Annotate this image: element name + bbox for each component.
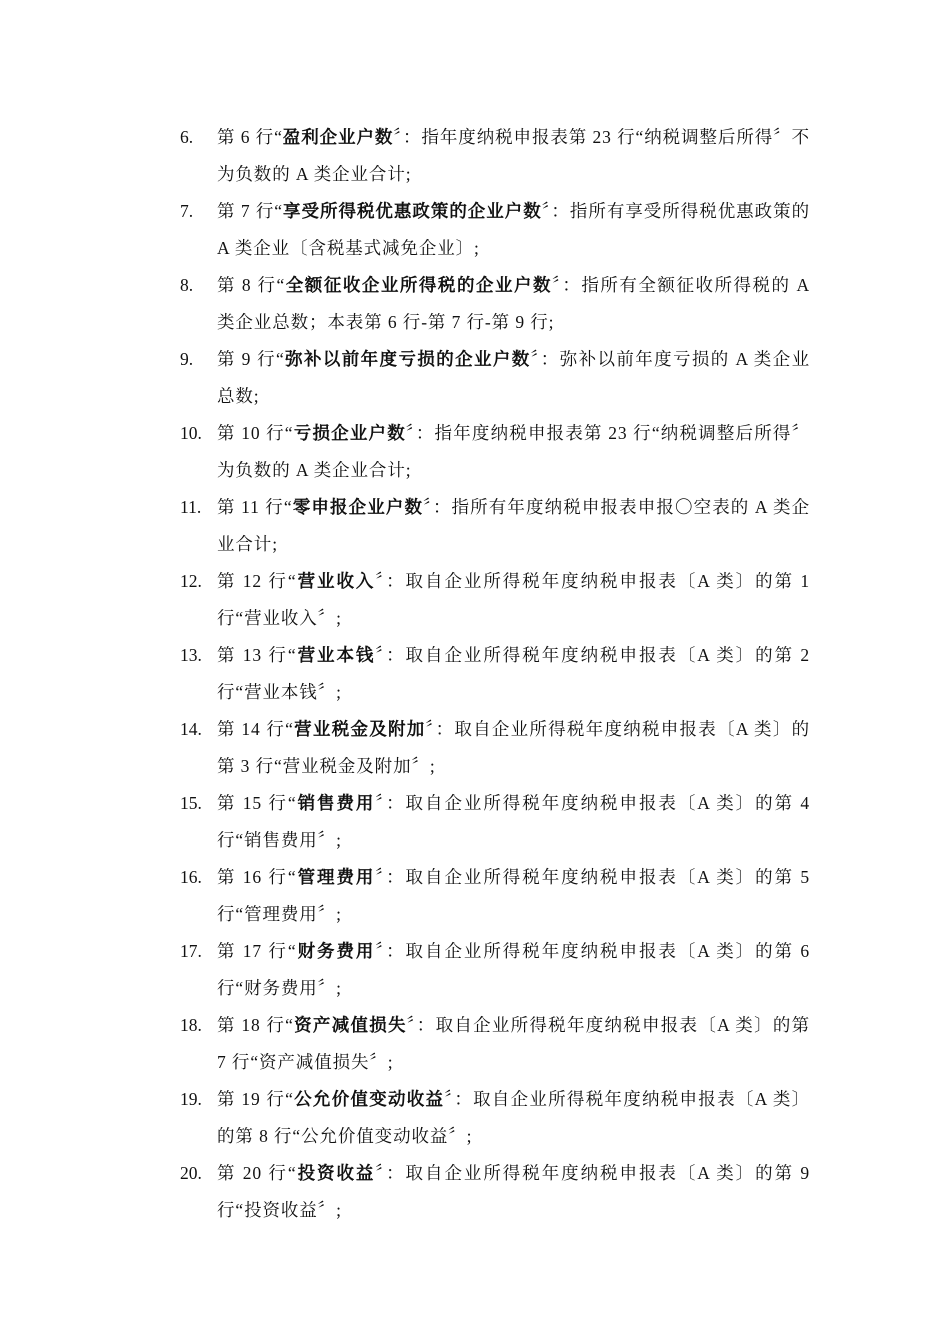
list-item: [180, 193, 810, 267]
item-description: 〞：取自企业所得税年度纳税申报表〔A 类〕的第 7 行“资产减值损失〞;: [217, 1015, 810, 1072]
item-number: 7.: [180, 201, 194, 221]
item-term: 投资收益: [296, 1163, 376, 1183]
list-item: [180, 785, 810, 859]
item-term: 销售费用: [296, 793, 376, 813]
item-description: 〞：取自企业所得税年度纳税申报表〔A 类〕的第 3 行“营业税金及附加〞;: [217, 719, 810, 776]
item-number: 10.: [180, 423, 202, 443]
item-number: 6.: [180, 127, 194, 147]
item-description: 〞：指所有年度纳税申报表申报〇空表的 A 类企业合计;: [217, 497, 810, 554]
definition-list: [180, 119, 810, 1229]
item-number: 19.: [180, 1089, 202, 1109]
list-item: [180, 711, 810, 785]
list-item: [180, 489, 810, 563]
list-item: [180, 415, 810, 489]
item-term: 全额征收企业所得税的企业户数: [285, 275, 553, 295]
list-item: [180, 1081, 810, 1155]
item-prefix: 第 18 行“: [217, 1015, 294, 1035]
item-description: 〞：取自企业所得税年度纳税申报表〔A 类〕的第 8 行“公允价值变动收益〞;: [217, 1089, 810, 1146]
item-prefix: 第 14 行“: [217, 719, 294, 739]
item-prefix: 第 15 行“: [217, 793, 297, 813]
list-item: [180, 637, 810, 711]
item-description: 〞：指年度纳税申报表第 23 行“纳税调整后所得〞不为负数的 A 类企业合计;: [217, 127, 811, 184]
item-description: 〞：弥补以前年度亏损的 A 类企业总数;: [217, 349, 810, 406]
item-number: 17.: [180, 941, 202, 961]
item-prefix: 第 16 行“: [217, 867, 297, 887]
item-number: 9.: [180, 349, 194, 369]
item-prefix: 第 7 行“: [217, 201, 283, 221]
item-prefix: 第 17 行“: [217, 941, 297, 961]
item-term: 弥补以前年度亏损的企业户数: [284, 349, 531, 369]
item-description: 〞：取自企业所得税年度纳税申报表〔A 类〕的第 5 行“管理费用〞;: [217, 867, 810, 924]
item-term: 营业收入: [296, 571, 376, 591]
item-prefix: 第 9 行“: [217, 349, 285, 369]
item-term: 享受所得税优惠政策的企业户数: [282, 201, 542, 221]
item-number: 14.: [180, 719, 202, 739]
list-item: [180, 341, 810, 415]
item-number: 12.: [180, 571, 202, 591]
list-item: [180, 119, 810, 193]
list-item: [180, 1155, 810, 1229]
item-prefix: 第 6 行“: [217, 127, 283, 147]
list-item: [180, 1007, 810, 1081]
item-number: 13.: [180, 645, 202, 665]
item-term: 亏损企业户数: [293, 423, 406, 443]
item-number: 11.: [180, 497, 202, 517]
item-description: 〞：取自企业所得税年度纳税申报表〔A 类〕的第 1 行“营业收入〞;: [217, 571, 810, 628]
item-term: 财务费用: [296, 941, 376, 961]
list-item: [180, 563, 810, 637]
item-prefix: 第 8 行“: [217, 275, 286, 295]
item-description: 〞：取自企业所得税年度纳税申报表〔A 类〕的第 4 行“销售费用〞;: [217, 793, 810, 850]
item-number: 8.: [180, 275, 194, 295]
item-number: 15.: [180, 793, 202, 813]
list-item: [180, 933, 810, 1007]
item-description: 〞：指所有享受所得税优惠政策的 A 类企业〔含税基式减免企业〕;: [217, 201, 810, 258]
item-term: 营业本钱: [296, 645, 376, 665]
list-item: [180, 859, 810, 933]
item-prefix: 第 12 行“: [217, 571, 297, 591]
item-prefix: 第 10 行“: [217, 423, 294, 443]
item-number: 20.: [180, 1163, 202, 1183]
item-number: 18.: [180, 1015, 202, 1035]
item-prefix: 第 19 行“: [217, 1089, 294, 1109]
item-description: 〞：取自企业所得税年度纳税申报表〔A 类〕的第 9 行“投资收益〞;: [217, 1163, 810, 1220]
item-number: 16.: [180, 867, 202, 887]
list-item: [180, 267, 810, 341]
item-prefix: 第 13 行“: [217, 645, 297, 665]
item-term: 营业税金及附加: [293, 719, 426, 739]
item-description: 〞：指年度纳税申报表第 23 行“纳税调整后所得〞为负数的 A 类企业合计;: [217, 423, 810, 480]
item-term: 资产减值损失: [293, 1015, 407, 1035]
item-term: 管理费用: [296, 867, 376, 887]
item-term: 零申报企业户数: [292, 497, 424, 517]
item-prefix: 第 11 行“: [217, 497, 293, 517]
item-description: 〞：取自企业所得税年度纳税申报表〔A 类〕的第 2 行“营业本钱〞;: [217, 645, 810, 702]
item-term: 公允价值变动收益: [293, 1089, 445, 1109]
item-description: 〞：指所有全额征收所得税的 A 类企业总数；本表第 6 行-第 7 行-第 9 行;: [217, 275, 811, 332]
item-term: 盈利企业户数: [282, 127, 394, 147]
item-description: 〞：取自企业所得税年度纳税申报表〔A 类〕的第 6 行“财务费用〞;: [217, 941, 810, 998]
item-prefix: 第 20 行“: [217, 1163, 297, 1183]
